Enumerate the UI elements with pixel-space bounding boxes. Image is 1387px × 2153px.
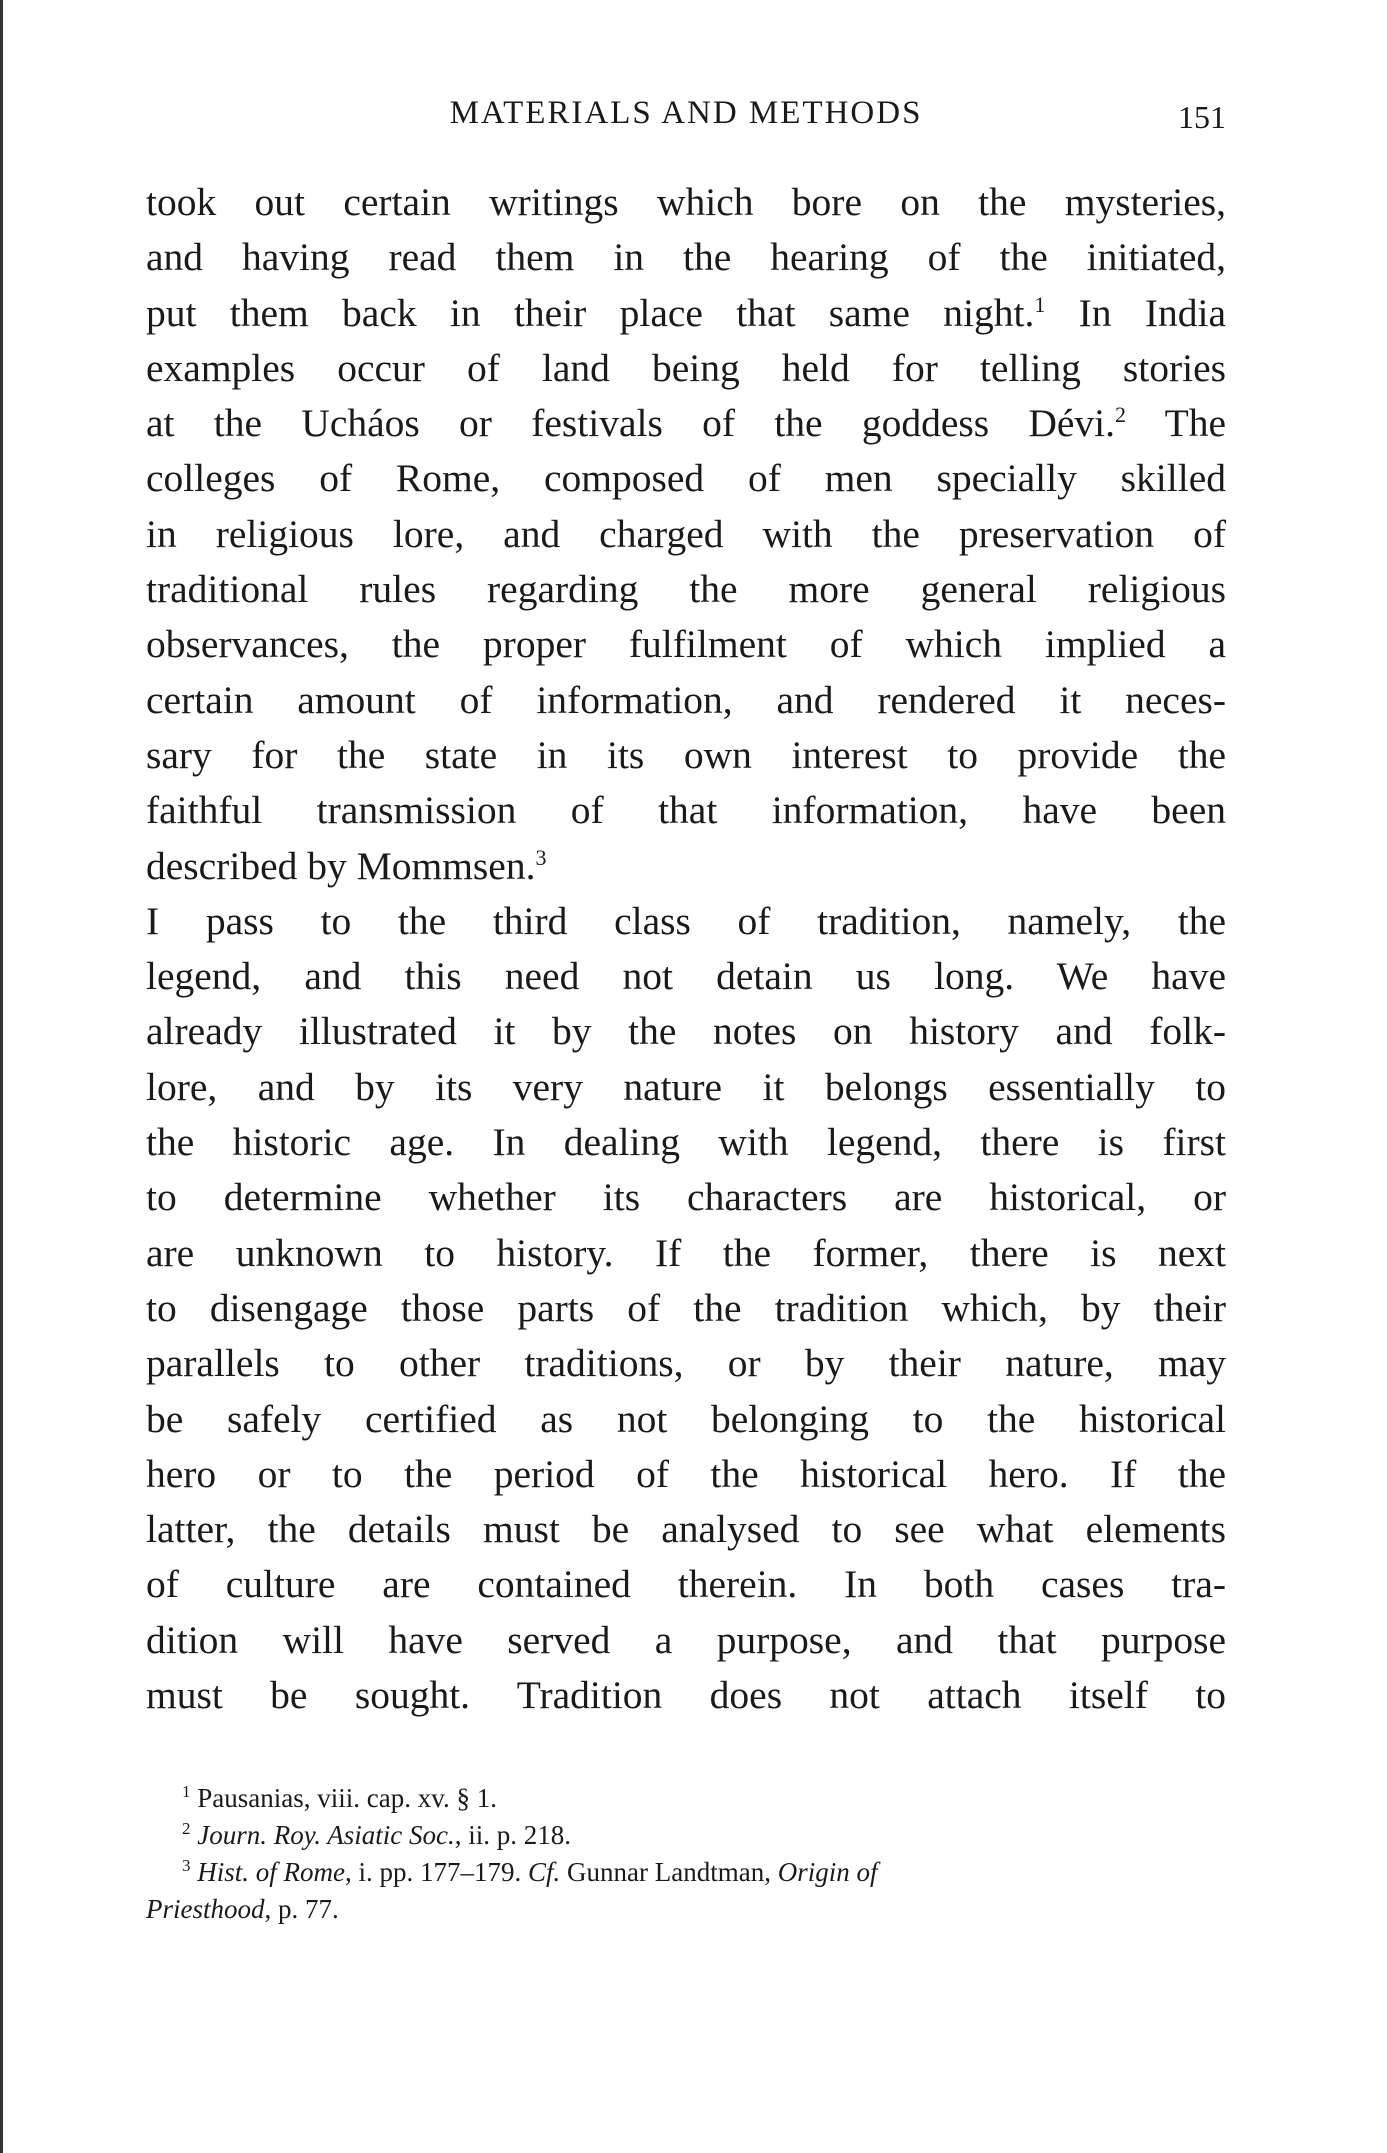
footnote — [146, 1817, 1226, 1854]
footnote — [146, 1780, 1226, 1817]
text-line — [146, 1502, 1226, 1557]
text-line — [146, 1668, 1226, 1723]
footnote-marker: 2 — [182, 1819, 191, 1838]
text-line — [146, 1226, 1226, 1281]
text-line — [146, 1557, 1226, 1612]
text-line — [146, 839, 1226, 894]
text-run: parallels to other traditions, or by their nature, may — [146, 1341, 1226, 1386]
text-line — [146, 1392, 1226, 1447]
text-run: Origin of — [777, 1857, 878, 1887]
text-run: at the Ucháos or festivals of the goddess Dévi. — [146, 401, 1116, 446]
footnote-marker: 1 — [1034, 291, 1046, 317]
text-run: lore, and by its very nature it belongs essentially to — [146, 1064, 1226, 1109]
page-number: 151 — [1178, 99, 1226, 135]
text-line — [146, 673, 1226, 728]
text-run: put them back in their place that same night. — [146, 290, 1035, 335]
page-header — [146, 95, 1226, 145]
text-run: , p. 77. — [264, 1894, 339, 1924]
text-run: to disengage those parts of the tradition which, by their — [146, 1285, 1226, 1330]
text-run: sary for the state in its own interest to provide the — [146, 732, 1226, 777]
text-run: The — [1126, 401, 1226, 446]
body-text — [146, 175, 1226, 1723]
text-line — [146, 1170, 1226, 1225]
footnote — [146, 1854, 1226, 1891]
page-edge — [0, 0, 3, 2153]
text-run: Hist. of Rome — [197, 1857, 345, 1887]
footnote-marker: 1 — [182, 1782, 191, 1801]
text-line — [146, 562, 1226, 617]
text-line — [146, 1281, 1226, 1336]
footnotes — [146, 1780, 1226, 1928]
footnote-marker: 2 — [1115, 402, 1127, 428]
text-run: the historic age. In dealing with legend, there is first — [146, 1120, 1226, 1165]
text-line — [146, 1336, 1226, 1391]
text-run: are unknown to history. If the former, there is next — [146, 1230, 1226, 1275]
text-line — [146, 949, 1226, 1004]
text-line — [146, 1004, 1226, 1059]
text-line — [146, 286, 1226, 341]
text-run: hero or to the period of the historical hero. If the — [146, 1451, 1226, 1496]
text-run: must be sought. Tradition does not attach itself to — [146, 1673, 1226, 1718]
text-line — [146, 175, 1226, 230]
text-run: Priesthood — [146, 1894, 265, 1924]
text-line — [146, 341, 1226, 396]
text-run: latter, the details must be analysed to see what elements — [146, 1507, 1226, 1552]
text-line — [146, 230, 1226, 285]
text-line — [146, 451, 1226, 506]
text-run: , ii. p. 218. — [454, 1820, 571, 1850]
text-run: of culture are contained therein. In both cases tra- — [146, 1562, 1226, 1607]
text-run: legend, and this need not detain us long. We have — [146, 954, 1226, 999]
text-run: examples occur of land being held for telling stories — [146, 345, 1226, 390]
text-line — [146, 507, 1226, 562]
text-run: in religious lore, and charged with the preservation of — [146, 511, 1226, 556]
text-line — [146, 728, 1226, 783]
text-run: be safely certified as not belonging to the historical — [146, 1396, 1226, 1441]
footnote-marker: 3 — [535, 844, 547, 870]
text-run: faithful transmission of that information, have been — [146, 788, 1226, 833]
text-line — [146, 783, 1226, 838]
text-run: Journ. Roy. Asiatic Soc. — [197, 1820, 455, 1850]
text-run: Gunnar Landtman, — [560, 1857, 778, 1887]
text-line — [146, 1447, 1226, 1502]
footnote — [146, 1891, 1226, 1928]
text-run: described by Mommsen. — [146, 843, 536, 888]
text-run: and having read them in the hearing of the initiated, — [146, 235, 1226, 280]
text-run: already illustrated it by the notes on history and folk- — [146, 1009, 1226, 1054]
text-run: I pass to the third class of tradition, namely, the — [146, 898, 1226, 943]
text-run: took out certain writings which bore on the mysteries, — [146, 180, 1226, 224]
running-head: MATERIALS AND METHODS — [449, 95, 923, 131]
text-line — [146, 396, 1226, 451]
text-line — [146, 617, 1226, 672]
text-run: In India — [1045, 290, 1226, 335]
text-run: dition will have served a purpose, and that purpose — [146, 1617, 1226, 1662]
text-run: observances, the proper fulfilment of which implied a — [146, 622, 1226, 667]
text-line — [146, 1060, 1226, 1115]
text-run: , i. pp. 177–179. — [345, 1857, 529, 1887]
text-line — [146, 1613, 1226, 1668]
text-run: certain amount of information, and rendered it neces- — [146, 677, 1226, 722]
text-line — [146, 1115, 1226, 1170]
text-run: traditional rules regarding the more general religious — [146, 567, 1226, 612]
footnote-marker: 3 — [182, 1856, 191, 1875]
text-run: Pausanias, viii. cap. xv. § 1. — [190, 1783, 497, 1813]
text-run: Cf. — [528, 1857, 561, 1887]
text-run: colleges of Rome, composed of men specially skilled — [146, 456, 1226, 501]
text-run: to determine whether its characters are historical, or — [146, 1175, 1226, 1220]
text-line — [146, 894, 1226, 949]
